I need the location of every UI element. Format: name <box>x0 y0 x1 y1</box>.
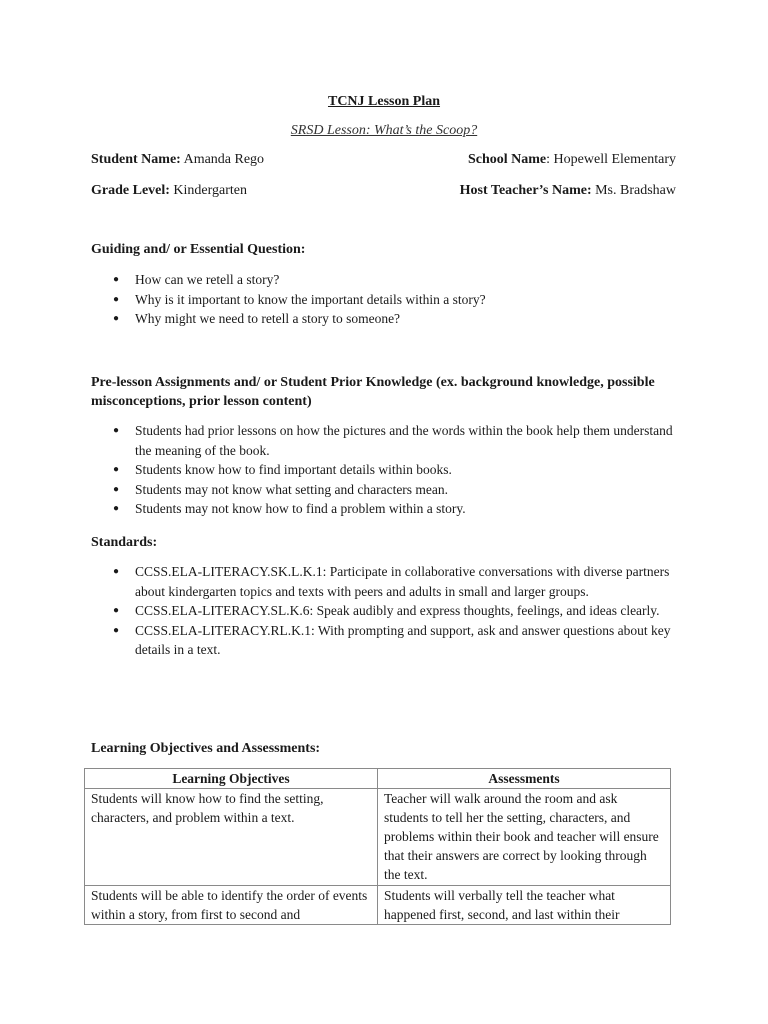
school-name-field <box>468 152 676 168</box>
assessment-cell: Students will verbally tell the teacher what happened first, second, and last within their <box>378 886 671 925</box>
bullet-icon: ● <box>113 313 120 324</box>
list-item-text: CCSS.ELA-LITERACY.SL.K.6: Speak audibly and express thoughts, feelings, and ideas clearly. <box>135 603 660 618</box>
list-item <box>91 621 681 660</box>
prelesson-list <box>91 421 681 519</box>
bullet-icon: ● <box>113 605 120 616</box>
list-item-text: Students may not know what setting and characters mean. <box>135 481 449 497</box>
page-title: TCNJ Lesson Plan <box>327 94 441 109</box>
objective-cell: Students will be able to identify the order of events within a story, from first to second and <box>85 886 378 925</box>
student-name-value: Amanda Rego <box>183 152 265 167</box>
bullet-icon: ● <box>113 566 120 577</box>
host-teacher-label: Host Teacher’s Name: <box>459 183 592 198</box>
student-name-label: Student Name: <box>91 152 181 167</box>
table-row <box>85 789 671 886</box>
bullet-icon: ● <box>113 425 120 436</box>
school-name-value: : Hopewell Elementary <box>546 152 676 167</box>
list-item-text: Why might we need to retell a story to someone? <box>135 311 401 326</box>
list-item-text: Students know how to find important details within books. <box>135 462 452 477</box>
host-teacher-field <box>460 183 676 199</box>
bullet-icon: ● <box>113 464 120 475</box>
prelesson-heading: Pre-lesson Assignments and/ or Student Prior Knowledge (ex. background knowledge, possible misconceptions, prior lesson content) <box>91 375 655 409</box>
standards-list <box>91 562 681 660</box>
list-item-text: CCSS.ELA-LITERACY.RL.K.1: With prompting and support, ask and answer questions about key details in a text. <box>135 622 671 657</box>
guiding-question-heading: Guiding and/ or Essential Question: <box>91 242 306 257</box>
info-row-grade <box>91 183 676 199</box>
list-item <box>91 421 681 460</box>
bullet-icon: ● <box>113 274 120 285</box>
list-item-text: Students had prior lessons on how the pictures and the words within the book help them understand the meaning of the book. <box>135 423 673 458</box>
assessment-cell: Teacher will walk around the room and ask students to tell her the setting, characters, and problems within their book and teacher will ensure that their answers are correct by looking through the text. <box>378 789 671 886</box>
list-item-text: Students may not know how to find a problem within a story. <box>135 501 466 516</box>
list-item <box>91 562 681 601</box>
objective-cell: Students will know how to find the setting, characters, and problem within a text. <box>85 789 378 886</box>
list-item <box>91 499 681 519</box>
list-item <box>91 309 681 329</box>
table-row <box>85 886 671 925</box>
school-name-label: School Name <box>467 152 547 167</box>
list-item-text: CCSS.ELA-LITERACY.SK.L.K.1: Participate in collaborative conversations with diverse partners about kindergarten topics and texts with peers and adults in small and larger groups. <box>135 564 670 599</box>
list-item <box>91 290 681 310</box>
standards-heading: Standards: <box>91 535 158 550</box>
lesson-subtitle: SRSD Lesson: What’s the Scoop? <box>290 123 478 138</box>
list-item <box>91 480 681 500</box>
list-item <box>91 460 681 480</box>
list-item-text: Why is it important to know the important details within a story? <box>135 291 486 307</box>
column-header-objectives: Learning Objectives <box>85 769 378 789</box>
table-header-row <box>85 769 671 789</box>
list-item <box>91 270 681 290</box>
list-item <box>91 601 681 621</box>
host-teacher-value: Ms. Bradshaw <box>595 183 676 198</box>
grade-level-value: Kindergarten <box>173 183 248 198</box>
bullet-icon: ● <box>113 503 120 514</box>
bullet-icon: ● <box>113 293 120 305</box>
objectives-heading: Learning Objectives and Assessments: <box>91 741 321 756</box>
bullet-icon: ● <box>113 483 120 495</box>
column-header-assessments: Assessments <box>378 769 671 789</box>
bullet-icon: ● <box>113 624 120 636</box>
grade-level-field <box>91 183 247 199</box>
list-item-text: How can we retell a story? <box>135 272 280 287</box>
info-row-names <box>91 152 676 168</box>
grade-level-label: Grade Level: <box>91 183 170 198</box>
objectives-table <box>84 768 671 925</box>
student-name-field <box>91 152 264 168</box>
guiding-question-list <box>91 270 681 329</box>
